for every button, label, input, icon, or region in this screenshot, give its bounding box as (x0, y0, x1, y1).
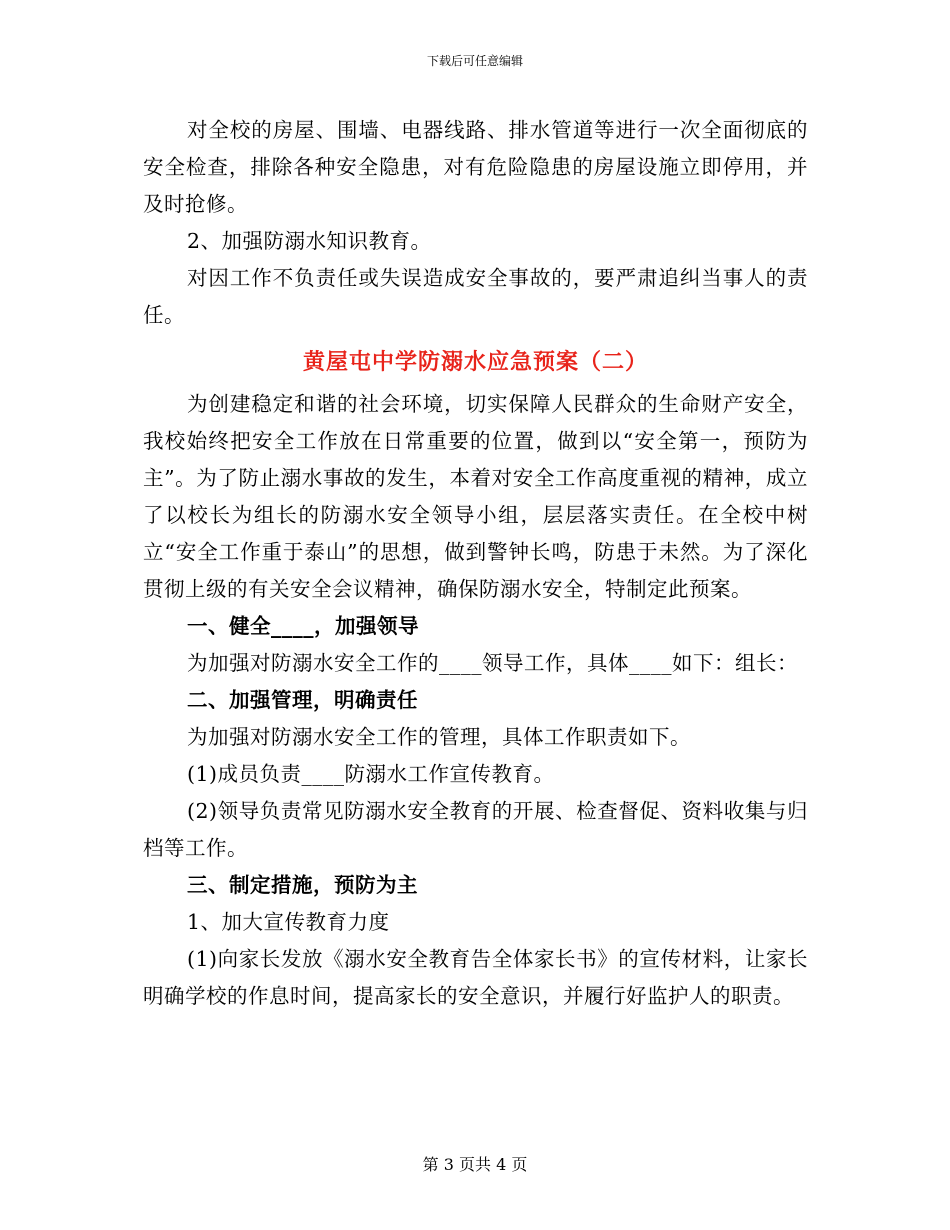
paragraph-measure-1: 1、加大宣传教育力度 (187, 910, 390, 934)
page-header: 下载后可任意编辑 (426, 54, 523, 68)
paragraph-duty-2: (2)领导负责常见防溺水安全教育的开展、检查督促、资料收集与归档等工作。 (143, 799, 808, 860)
paragraph-inspection: 对全校的房屋、围墙、电器线路、排水管道等进行一次全面彻底的安全检查，排除各种安全隐患，对有危险隐患的房屋设施立即停用，并及时抢修。 (143, 118, 808, 216)
section-heading-2: 二、加强管理，明确责任 (187, 688, 418, 712)
section-heading-3: 三、制定措施，预防为主 (187, 873, 418, 897)
paragraph-leadership: 为加强对防溺水安全工作的____领导工作，具体____如下：组长： (187, 651, 798, 675)
paragraph-intro: 为创建稳定和谐的社会环境，切实保障人民群众的生命财产安全，我校始终把安全工作放在日常重要的位置，做到以“安全第一，预防为主”。为了防止溺水事故的发生，本着对安全工作高度重视的精神，成立了以校长为组长的防溺水安全领导小组，层层落实责任。在全校中树立“安全工作重于泰山”的思想，做到警钟长鸣，防患于未然。为了深化贯彻上级的有关安全会议精神，确保防溺水安全，特制定此预案。 (143, 392, 808, 601)
paragraph-duty-1: (1)成员负责____防溺水工作宣传教育。 (187, 762, 555, 786)
paragraph-measure-1-1: (1)向家长发放《溺水安全教育告全体家长书》的宣传材料，让家长明确学校的作息时间，提高家长的安全意识，并履行好监护人的职责。 (143, 947, 808, 1008)
paragraph-duties: 为加强对防溺水安全工作的管理，具体工作职责如下。 (187, 725, 691, 749)
section-heading-1: 一、健全____，加强领导 (187, 614, 419, 638)
paragraph-education-item: 2、加强防溺水知识教育。 (187, 229, 432, 253)
page-footer: 第 3 页共 4 页 (422, 1155, 528, 1174)
document-title: 黄屋屯中学防溺水应急预案（二） (302, 349, 648, 375)
document-body (143, 112, 808, 1015)
paragraph-responsibility: 对因工作不负责任或失误造成安全事故的，要严肃追纠当事人的责任。 (143, 266, 808, 327)
